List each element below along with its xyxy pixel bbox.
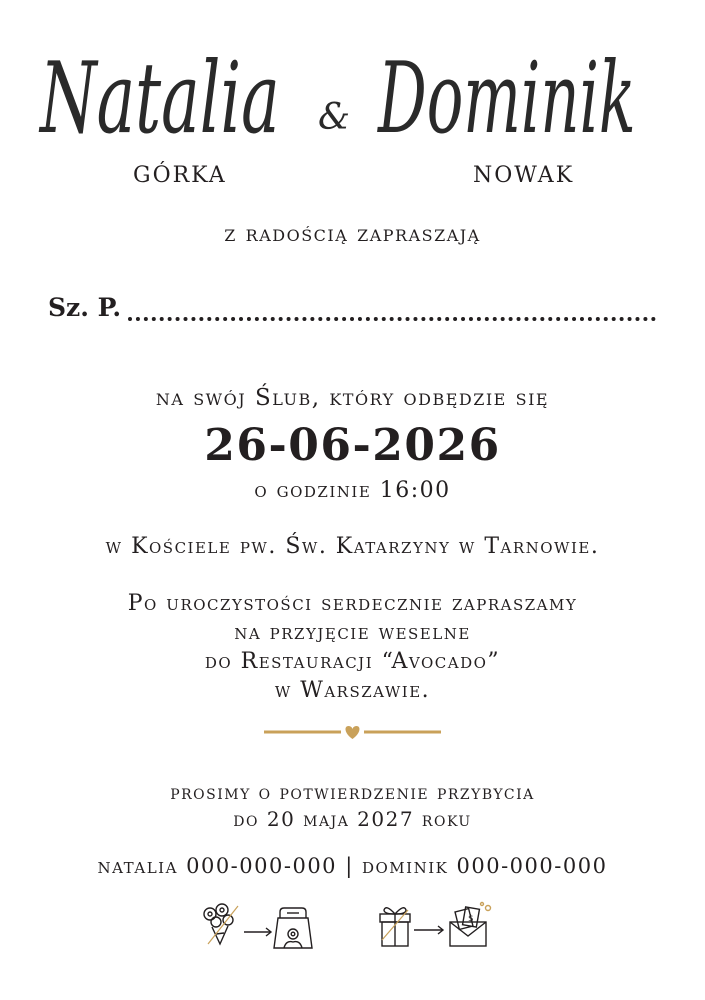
heart-icon bbox=[346, 726, 360, 739]
wedding-time: o godzinie 16:00 bbox=[254, 478, 451, 503]
flower-bouquet-icon bbox=[204, 904, 238, 944]
donation-box-icon bbox=[274, 908, 312, 948]
gift-box-icon bbox=[380, 908, 410, 946]
ampersand: & bbox=[318, 97, 351, 138]
guest-name-row bbox=[48, 293, 658, 327]
gift-icons-row bbox=[198, 900, 498, 952]
wedding-date: 26-06-2026 bbox=[204, 420, 501, 471]
groom-first-name: Dominik bbox=[378, 42, 636, 156]
arrow-icon bbox=[414, 926, 443, 934]
rsvp-line: do 20 maja 2027 roku bbox=[233, 807, 472, 831]
reception-line: w Warszawie. bbox=[274, 678, 431, 703]
reception-block bbox=[0, 589, 705, 705]
money-envelope-icon bbox=[450, 903, 491, 947]
heart-divider bbox=[264, 722, 441, 742]
rsvp-line: prosimy o potwierdzenie przybycia bbox=[170, 780, 535, 804]
bride-first-name: Natalia bbox=[40, 42, 280, 156]
invite-line: z radością zapraszają bbox=[224, 221, 481, 247]
reception-line: do Restauracji “Avocado” bbox=[204, 649, 501, 674]
guest-label: Sz. P. bbox=[48, 293, 122, 322]
wedding-line: na swój Ślub, który odbędzie się bbox=[155, 385, 550, 411]
svg-text:$: $ bbox=[468, 914, 474, 924]
arrow-icon bbox=[244, 928, 271, 936]
church-line: w Kościele pw. Św. Katarzyny w Tarnowie. bbox=[105, 534, 600, 559]
reception-line: na przyjęcie weselne bbox=[234, 620, 471, 645]
groom-surname: NOWAK bbox=[473, 163, 575, 188]
contact-phones: natalia 000-000-000 | dominik 000-000-000 bbox=[97, 854, 608, 878]
guest-name-dotted-line bbox=[128, 317, 656, 321]
rsvp-block bbox=[0, 779, 705, 833]
bride-surname: GÓRKA bbox=[133, 163, 227, 188]
reception-line: Po uroczystości serdecznie zapraszamy bbox=[127, 591, 578, 616]
